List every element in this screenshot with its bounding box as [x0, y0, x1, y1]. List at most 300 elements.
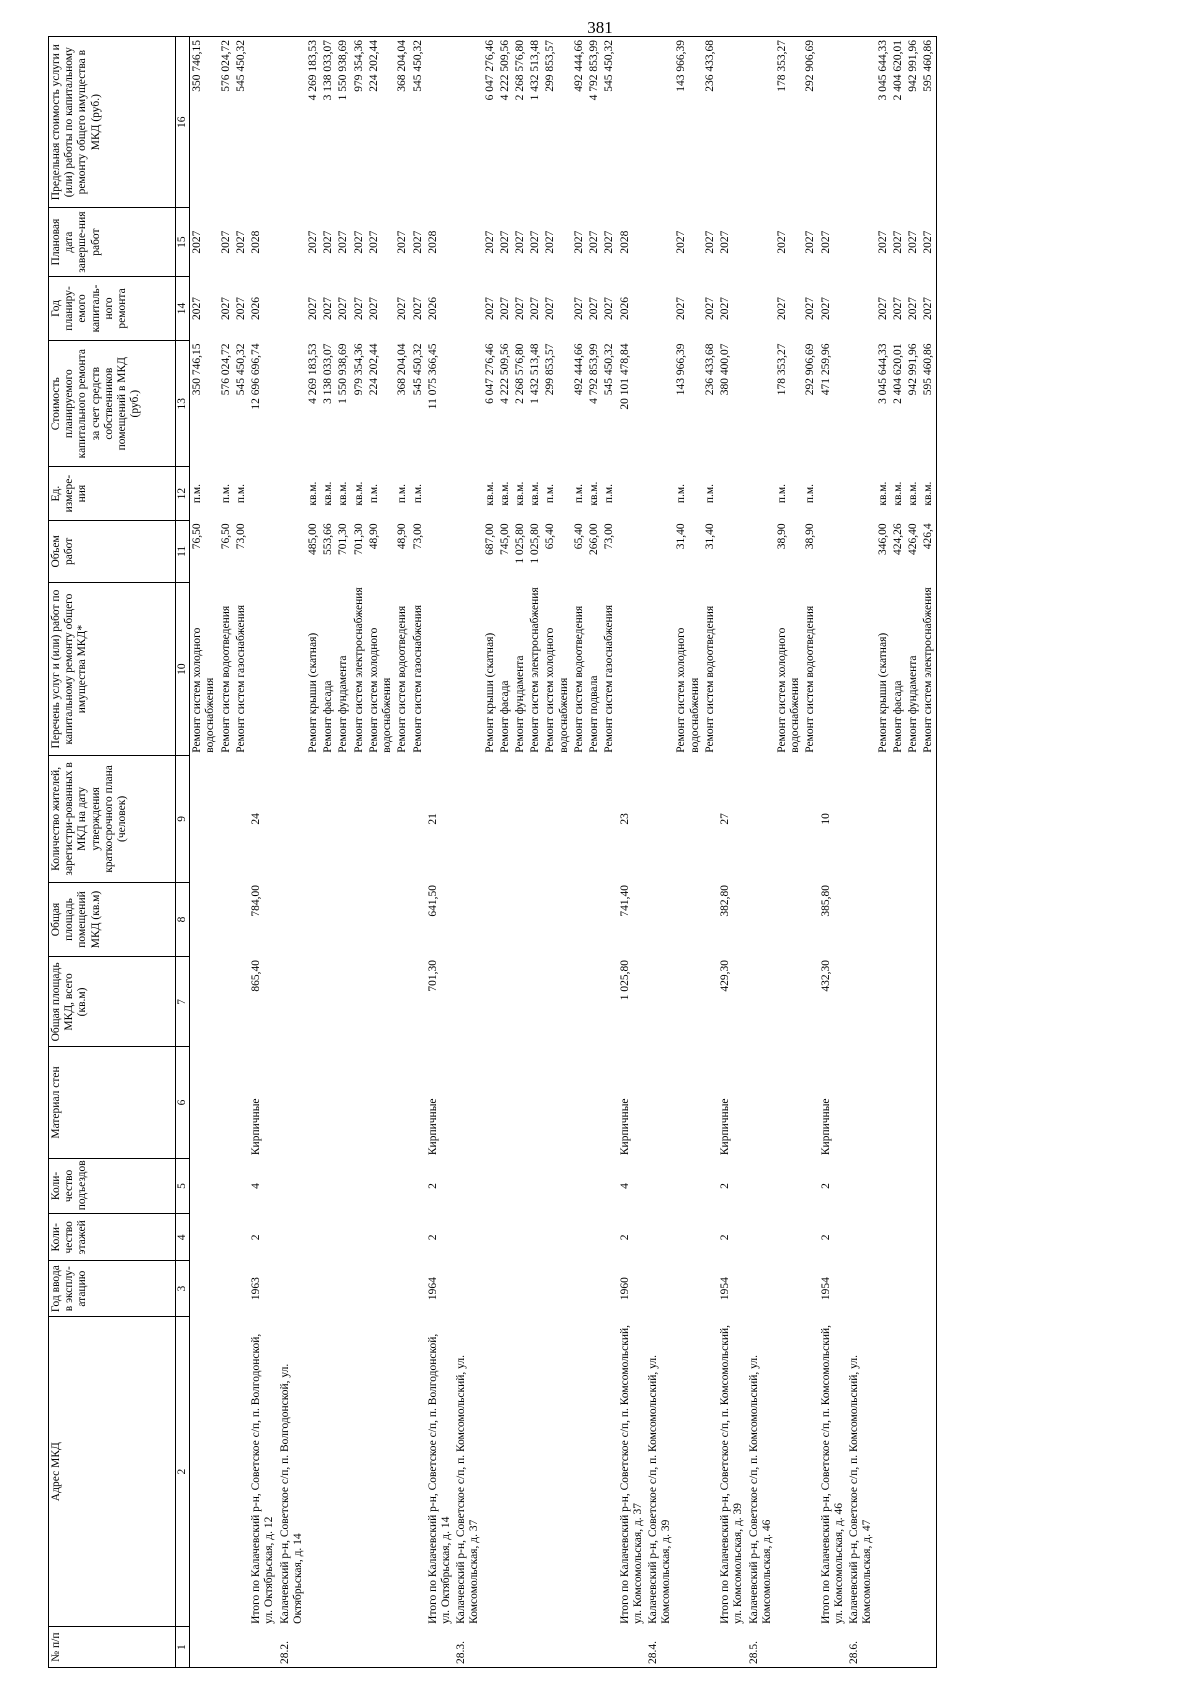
limit-cost-cell: 6 047 276,46: [483, 37, 498, 208]
empty-cell: [921, 957, 937, 1047]
empty-cell: [352, 756, 367, 882]
empty-cell: [278, 1261, 306, 1317]
empty-cell: [906, 756, 921, 882]
empty-cell: [498, 1261, 513, 1317]
empty-cell: [395, 756, 410, 882]
year-cell: 2027: [483, 296, 496, 320]
work-row: [483, 37, 498, 1668]
total-row: [718, 37, 746, 1668]
header-cell: Адрес МКД: [49, 1316, 176, 1626]
empty-cell: [646, 467, 674, 521]
total-row: [426, 37, 454, 1668]
column-number: 15: [176, 208, 190, 276]
end-date-cell: 2027: [191, 230, 204, 254]
item-number-cell: 28.6.: [847, 1627, 875, 1668]
empty-cell: [775, 1158, 803, 1214]
column-number: 3: [176, 1261, 190, 1317]
limit-cost-cell: 1 432 513,48: [528, 37, 543, 208]
empty-cell: [454, 1158, 482, 1214]
empty-cell: [234, 756, 249, 882]
empty-cell: [454, 1047, 482, 1158]
total-label-cell: Итого по Калачевский р-н, Советское с/п, п. Комсомольский, ул. Комсомольская, д. 39: [719, 1324, 745, 1624]
empty-cell: [703, 1158, 718, 1214]
year-cell: 2027: [891, 296, 904, 320]
empty-cell: [513, 957, 528, 1047]
rooms-area-cell: 784,00: [250, 885, 263, 917]
residents-cell: 21: [426, 813, 439, 825]
volume-cell: 426,40: [906, 523, 919, 555]
empty-cell: [587, 1261, 602, 1317]
empty-cell: [703, 1047, 718, 1158]
cost-cell: 1 550 938,69: [337, 343, 350, 404]
volume-cell: 73,00: [234, 523, 247, 550]
end-date-cell: 2027: [588, 230, 601, 254]
empty-cell: [190, 1214, 219, 1261]
empty-cell: [906, 1214, 921, 1261]
work-cell: Ремонт крыши (скатная): [483, 632, 496, 753]
empty-cell: [278, 208, 306, 276]
empty-cell: [190, 1316, 219, 1626]
wall-material-cell: Кирпичные: [426, 1098, 439, 1156]
empty-cell: [819, 582, 847, 755]
empty-cell: [367, 957, 395, 1047]
empty-cell: [190, 1047, 219, 1158]
empty-cell: [321, 1627, 336, 1668]
empty-cell: [278, 341, 306, 467]
empty-cell: [847, 957, 875, 1047]
header-cell: Год ввода в эксплу-атацию: [49, 1261, 176, 1317]
empty-cell: [352, 1627, 367, 1668]
empty-cell: [395, 1158, 410, 1214]
work-row: [543, 37, 571, 1668]
year-built-cell: 1960: [618, 1277, 631, 1301]
header-cell: Ед. измере-ния: [49, 467, 176, 521]
work-cell: Ремонт систем электроснабжения: [529, 587, 542, 753]
empty-cell: [674, 1261, 702, 1317]
total-label-cell: Итого по Калачевский р-н, Советское с/п, п. Волгодонской, ул. Октябрьская, д. 12: [250, 1333, 276, 1624]
total-area-cell: 1 025,80: [618, 959, 631, 1001]
total-area-cell: 432,30: [819, 959, 832, 992]
volume-cell: 76,50: [219, 523, 232, 550]
empty-cell: [278, 520, 306, 582]
empty-cell: [190, 882, 219, 957]
limit-cost-cell: 4 222 509,56: [498, 37, 513, 208]
unit-cell: кв.м.: [891, 481, 904, 506]
empty-cell: [278, 957, 306, 1047]
empty-cell: [219, 957, 234, 1047]
end-date-cell: 2027: [483, 230, 496, 254]
end-date-cell: 2027: [322, 230, 335, 254]
unit-cell: п.м.: [572, 483, 585, 504]
volume-cell: 485,00: [306, 523, 319, 555]
empty-cell: [395, 882, 410, 957]
work-row: [803, 37, 818, 1668]
empty-cell: [483, 1627, 498, 1668]
empty-cell: [352, 1214, 367, 1261]
empty-cell: [321, 1158, 336, 1214]
work-cell: Ремонт систем холодного водоснабжения: [544, 627, 570, 753]
empty-cell: [336, 882, 351, 957]
empty-cell: [219, 1047, 234, 1158]
cost-cell: 350 746,15: [191, 343, 204, 396]
total-area-cell: 865,40: [250, 959, 263, 992]
empty-cell: [426, 520, 454, 582]
year-cell: 2027: [819, 296, 832, 320]
year-cell: 2027: [352, 296, 365, 320]
work-cell: Ремонт фасада: [891, 680, 904, 753]
empty-cell: [775, 756, 803, 882]
end-date-cell: 2027: [219, 230, 232, 254]
total-cost-cell: 20 101 478,84: [618, 343, 631, 410]
empty-cell: [190, 1158, 219, 1214]
empty-cell: [803, 1047, 818, 1158]
limit-cost-cell: 143 966,39: [674, 37, 702, 208]
house-row: [454, 37, 482, 1668]
empty-cell: [336, 1047, 351, 1158]
empty-cell: [543, 882, 571, 957]
end-date-cell: 2027: [529, 230, 542, 254]
empty-cell: [618, 582, 646, 755]
empty-cell: [876, 957, 891, 1047]
year-cell: 2026: [618, 296, 631, 320]
end-date-cell: 2027: [337, 230, 350, 254]
end-date-cell: 2027: [544, 230, 557, 254]
empty-cell: [306, 756, 321, 882]
end-date-cell: 2027: [891, 230, 904, 254]
empty-cell: [747, 882, 775, 957]
column-number: 5: [176, 1158, 190, 1214]
empty-cell: [602, 1316, 617, 1626]
empty-cell: [278, 37, 306, 208]
empty-cell: [411, 882, 426, 957]
empty-cell: [906, 1047, 921, 1158]
empty-cell: [891, 957, 906, 1047]
work-cell: Ремонт систем электроснабжения: [352, 587, 365, 753]
cost-cell: 545 450,32: [234, 343, 247, 396]
column-number: 14: [176, 276, 190, 340]
item-number-cell: 28.4.: [646, 1627, 674, 1668]
header-cell: Материал стен: [49, 1047, 176, 1158]
empty-cell: [528, 1047, 543, 1158]
cost-cell: 4 222 509,56: [498, 343, 511, 404]
header-cell: № п/п: [49, 1627, 176, 1668]
header-cell: Предельная стоимость услуги и (или) работы по капитальному ремонту общего имущества в МКД (руб.): [49, 37, 176, 208]
empty-cell: [572, 1047, 587, 1158]
volume-cell: 553,66: [322, 523, 335, 555]
empty-cell: [747, 341, 775, 467]
end-date-cell: 2027: [703, 230, 716, 254]
empty-cell: [454, 1214, 482, 1261]
empty-cell: [674, 1158, 702, 1214]
empty-cell: [803, 957, 818, 1047]
empty-cell: [249, 1627, 277, 1668]
empty-cell: [891, 756, 906, 882]
empty-cell: [906, 1316, 921, 1626]
empty-cell: [921, 756, 937, 882]
empty-cell: [249, 467, 277, 521]
work-cell: Ремонт фасада: [322, 680, 335, 753]
limit-cost-cell: 545 450,32: [411, 37, 426, 208]
empty-cell: [528, 1316, 543, 1626]
empty-cell: [411, 1047, 426, 1158]
unit-cell: п.м.: [775, 483, 788, 504]
limit-cost-cell: 979 354,36: [352, 37, 367, 208]
empty-cell: [367, 1047, 395, 1158]
volume-cell: 48,90: [396, 523, 409, 550]
unit-cell: п.м.: [603, 483, 616, 504]
empty-cell: [819, 1627, 847, 1668]
limit-cost-cell: 1 550 938,69: [336, 37, 351, 208]
empty-cell: [190, 1261, 219, 1317]
work-row: [352, 37, 367, 1668]
empty-cell: [513, 1158, 528, 1214]
empty-cell: [747, 1214, 775, 1261]
empty-cell: [234, 1627, 249, 1668]
empty-cell: [674, 882, 702, 957]
empty-cell: [278, 882, 306, 957]
residents-cell: 24: [250, 813, 263, 825]
empty-cell: [395, 1214, 410, 1261]
work-cell: Ремонт систем водоотведения: [804, 605, 817, 753]
column-number: 12: [176, 467, 190, 521]
empty-cell: [847, 582, 875, 755]
empty-cell: [602, 1047, 617, 1158]
empty-cell: [602, 1627, 617, 1668]
empty-cell: [513, 756, 528, 882]
empty-cell: [234, 957, 249, 1047]
empty-cell: [190, 957, 219, 1047]
volume-cell: 266,00: [588, 523, 601, 555]
work-row: [411, 37, 426, 1668]
entrances-cell: 2: [719, 1183, 732, 1189]
empty-cell: [876, 1158, 891, 1214]
empty-cell: [906, 1158, 921, 1214]
wall-material-cell: Кирпичные: [819, 1098, 832, 1156]
volume-cell: 701,30: [337, 523, 350, 555]
empty-cell: [618, 37, 646, 208]
empty-cell: [921, 882, 937, 957]
empty-cell: [367, 882, 395, 957]
work-row: [921, 37, 937, 1668]
limit-cost-cell: 595 460,86: [921, 37, 937, 208]
empty-cell: [543, 1158, 571, 1214]
cost-cell: 979 354,36: [352, 343, 365, 396]
empty-cell: [891, 1261, 906, 1317]
work-cell: Ремонт крыши (скатная): [876, 632, 889, 753]
empty-cell: [587, 1047, 602, 1158]
year-cell: 2027: [876, 296, 889, 320]
volume-cell: 65,40: [572, 523, 585, 550]
limit-cost-cell: 3 045 644,33: [876, 37, 891, 208]
empty-cell: [646, 1047, 674, 1158]
column-number: 11: [176, 520, 190, 582]
table-body: [190, 37, 937, 1668]
total-area-cell: 429,30: [719, 959, 732, 992]
empty-cell: [747, 582, 775, 755]
empty-cell: [454, 756, 482, 882]
empty-cell: [321, 756, 336, 882]
cost-cell: 6 047 276,46: [483, 343, 496, 404]
limit-cost-cell: 368 204,04: [395, 37, 410, 208]
empty-cell: [352, 1316, 367, 1626]
empty-cell: [426, 37, 454, 208]
end-date-cell: 2027: [352, 230, 365, 254]
empty-cell: [703, 882, 718, 957]
empty-cell: [498, 756, 513, 882]
floors-cell: 2: [719, 1234, 732, 1241]
empty-cell: [498, 1158, 513, 1214]
empty-cell: [876, 1316, 891, 1626]
limit-cost-cell: 178 353,27: [775, 37, 803, 208]
empty-cell: [921, 1158, 937, 1214]
empty-cell: [543, 1627, 571, 1668]
empty-cell: [543, 1261, 571, 1317]
year-cell: 2027: [603, 296, 616, 320]
volume-cell: 426,4: [921, 520, 937, 582]
year-built-cell: 1954: [719, 1277, 732, 1301]
empty-cell: [602, 756, 617, 882]
empty-cell: [572, 756, 587, 882]
cost-cell: 1 432 513,48: [529, 343, 542, 404]
empty-cell: [219, 1158, 234, 1214]
empty-cell: [572, 1261, 587, 1317]
year-cell: 2027: [588, 296, 601, 320]
empty-cell: [803, 756, 818, 882]
empty-cell: [803, 1627, 818, 1668]
empty-cell: [775, 1261, 803, 1317]
empty-cell: [847, 208, 875, 276]
header-cell: Коли-чество этажей: [49, 1214, 176, 1261]
limit-cost-cell: 492 444,66: [572, 37, 587, 208]
cost-cell: 4 269 183,53: [306, 343, 319, 404]
empty-cell: [646, 341, 674, 467]
empty-cell: [336, 957, 351, 1047]
house-row: [278, 37, 306, 1668]
empty-cell: [618, 1627, 646, 1668]
empty-cell: [411, 1158, 426, 1214]
empty-cell: [587, 1627, 602, 1668]
empty-cell: [498, 1627, 513, 1668]
empty-cell: [483, 957, 498, 1047]
year-cell: 2027: [703, 296, 716, 320]
empty-cell: [454, 467, 482, 521]
empty-cell: [278, 467, 306, 521]
empty-cell: [876, 1047, 891, 1158]
cost-cell: 942 991,96: [906, 343, 919, 396]
volume-cell: 48,90: [367, 523, 380, 550]
work-cell: Ремонт систем электроснабжения: [921, 582, 937, 755]
end-date-cell: 2027: [572, 230, 585, 254]
end-date-cell: 2027: [819, 230, 832, 254]
work-row: [513, 37, 528, 1668]
work-row: [528, 37, 543, 1668]
empty-cell: [803, 882, 818, 957]
empty-cell: [234, 1158, 249, 1214]
rotated-table-container: [48, 36, 1168, 1668]
residents-cell: 27: [719, 813, 732, 825]
empty-cell: [395, 1316, 410, 1626]
wall-material-cell: Кирпичные: [618, 1098, 631, 1156]
empty-cell: [847, 1158, 875, 1214]
total-row: [819, 37, 847, 1668]
empty-cell: [572, 1214, 587, 1261]
column-number: 9: [176, 756, 190, 882]
empty-cell: [454, 520, 482, 582]
volume-cell: 1 025,80: [514, 523, 527, 564]
volume-cell: 31,40: [703, 523, 716, 550]
header-cell: Перечень услуг и (или) работ по капитальному ремонту общего имущества МКД*: [49, 582, 176, 755]
empty-cell: [572, 957, 587, 1047]
rooms-area-cell: 382,80: [719, 885, 732, 917]
end-date-cell: 2028: [618, 230, 631, 254]
empty-cell: [352, 1261, 367, 1317]
empty-cell: [395, 1627, 410, 1668]
empty-cell: [775, 1627, 803, 1668]
column-number: 10: [176, 582, 190, 755]
limit-cost-cell: 4 792 853,99: [587, 37, 602, 208]
empty-cell: [602, 1214, 617, 1261]
year-cell: 2027: [675, 296, 688, 320]
work-row: [703, 37, 718, 1668]
empty-cell: [572, 882, 587, 957]
entrances-cell: 2: [819, 1183, 832, 1189]
empty-cell: [278, 276, 306, 340]
year-cell: 2027: [572, 296, 585, 320]
unit-cell: п.м.: [411, 483, 424, 504]
empty-cell: [718, 520, 746, 582]
empty-cell: [674, 1316, 702, 1626]
empty-cell: [703, 756, 718, 882]
empty-cell: [906, 1627, 921, 1668]
empty-cell: [747, 1261, 775, 1317]
unit-cell: п.м.: [703, 483, 716, 504]
empty-cell: [219, 1261, 234, 1317]
empty-cell: [803, 1158, 818, 1214]
volume-cell: 65,40: [544, 523, 557, 550]
limit-cost-cell: 3 138 033,07: [321, 37, 336, 208]
work-cell: Ремонт систем газоснабжения: [411, 604, 424, 753]
cost-cell: 3 045 644,33: [876, 343, 889, 404]
year-cell: 2027: [921, 276, 937, 340]
empty-cell: [483, 1261, 498, 1317]
cost-cell: 545 450,32: [411, 343, 424, 396]
volume-cell: 73,00: [411, 523, 424, 550]
empty-cell: [876, 1627, 891, 1668]
work-cell: Ремонт систем водоотведения: [219, 605, 232, 753]
residents-cell: 23: [618, 813, 631, 825]
year-cell: 2026: [250, 296, 263, 320]
total-row: [618, 37, 646, 1668]
empty-cell: [876, 756, 891, 882]
work-row: [190, 37, 219, 1668]
empty-cell: [190, 756, 219, 882]
empty-cell: [618, 467, 646, 521]
volume-cell: 424,26: [891, 523, 904, 555]
empty-cell: [847, 467, 875, 521]
empty-cell: [646, 1214, 674, 1261]
empty-cell: [498, 1316, 513, 1626]
empty-cell: [483, 1158, 498, 1214]
empty-cell: [906, 882, 921, 957]
end-date-cell: 2027: [411, 230, 424, 254]
year-cell: 2027: [804, 296, 817, 320]
work-cell: Ремонт систем газоснабжения: [234, 604, 247, 753]
limit-cost-cell: 350 746,15: [190, 37, 219, 208]
empty-cell: [921, 1047, 937, 1158]
empty-cell: [602, 1158, 617, 1214]
empty-cell: [367, 1261, 395, 1317]
address-cell: Калачевский р-н, Советское с/п, п. Комсомольский, ул. Комсомольская, д. 46: [747, 1354, 773, 1624]
